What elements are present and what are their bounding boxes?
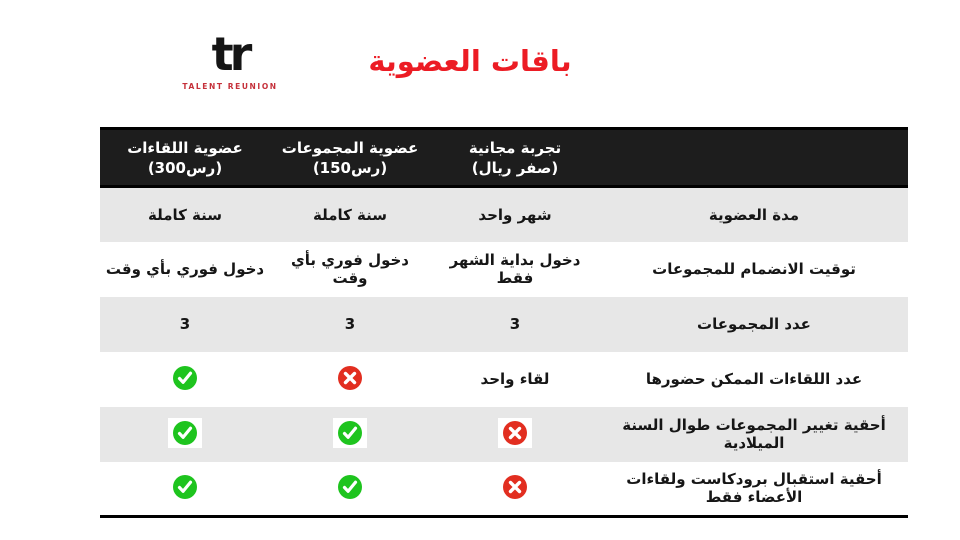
talent-reunion-logo <box>168 28 292 91</box>
check-circle-icon <box>168 472 202 502</box>
column-header-feature <box>600 129 908 187</box>
table-row-join-timing <box>100 242 908 297</box>
check-circle-icon <box>168 363 202 393</box>
column-header-groups <box>270 129 430 187</box>
cell-free-trial: شهر واحد <box>478 205 552 224</box>
logo-brand-name: TALENT REUNION <box>182 82 278 91</box>
x-circle-icon <box>498 472 532 502</box>
header-free-trial-price: (صفر ريال) <box>471 158 559 177</box>
cell-meetings: دخول فوري بأي وقت <box>105 260 265 278</box>
table-row-group-count <box>100 297 908 352</box>
cell-free-trial <box>430 462 600 517</box>
cell-groups <box>270 352 430 407</box>
cell-meetings <box>100 352 270 407</box>
cell-free-trial <box>430 407 600 462</box>
check-circle-icon <box>333 472 367 502</box>
check-circle-icon <box>333 418 367 448</box>
logo-tr-mark: tr <box>211 27 249 81</box>
header-free-trial-name: تجربة مجانية <box>468 138 562 157</box>
cell-groups: سنة كاملة <box>312 205 388 224</box>
feature-label: توقيت الانضمام للمجموعات <box>652 260 856 278</box>
table-header-row <box>100 129 908 187</box>
cell-free-trial: دخول بداية الشهر فقط <box>449 251 581 287</box>
table-row-duration <box>100 187 908 242</box>
table-row-change-groups <box>100 407 908 462</box>
column-header-free-trial <box>430 129 600 187</box>
header-meetings-name: عضوية اللقاءات <box>127 138 243 157</box>
header-meetings-price: (300رس) <box>147 158 223 177</box>
cell-groups: دخول فوري بأي وقت <box>291 251 409 287</box>
column-header-meetings <box>100 129 270 187</box>
page-title: باقات العضوية <box>368 44 572 78</box>
feature-label: أحقية تغيير المجموعات طوال السنة الميلادية <box>622 416 886 452</box>
header-groups-price: (150رس) <box>312 158 388 177</box>
cell-meetings <box>100 407 270 462</box>
x-circle-icon <box>498 418 532 448</box>
cell-meetings <box>100 462 270 517</box>
cell-meetings: 3 <box>179 315 191 333</box>
cell-groups <box>270 462 430 517</box>
cell-free-trial: 3 <box>509 315 521 333</box>
cell-free-trial: لقاء واحد <box>480 370 550 388</box>
cell-meetings: سنة كاملة <box>147 205 223 224</box>
membership-packages-table <box>100 127 908 518</box>
check-circle-icon <box>168 418 202 448</box>
cell-groups: 3 <box>344 315 356 333</box>
feature-label: أحقية استقبال برودكاست ولقاءات الأعضاء فقط <box>600 462 908 517</box>
cell-groups <box>270 407 430 462</box>
table-row-meeting-count <box>100 352 908 407</box>
x-circle-icon <box>333 363 367 393</box>
feature-label: عدد اللقاءات الممكن حضورها <box>645 370 863 388</box>
table-row-broadcast <box>100 462 908 517</box>
feature-label: مدة العضوية <box>708 205 800 224</box>
header-groups-name: عضوية المجموعات <box>281 138 419 157</box>
feature-label: عدد المجموعات <box>697 315 811 333</box>
